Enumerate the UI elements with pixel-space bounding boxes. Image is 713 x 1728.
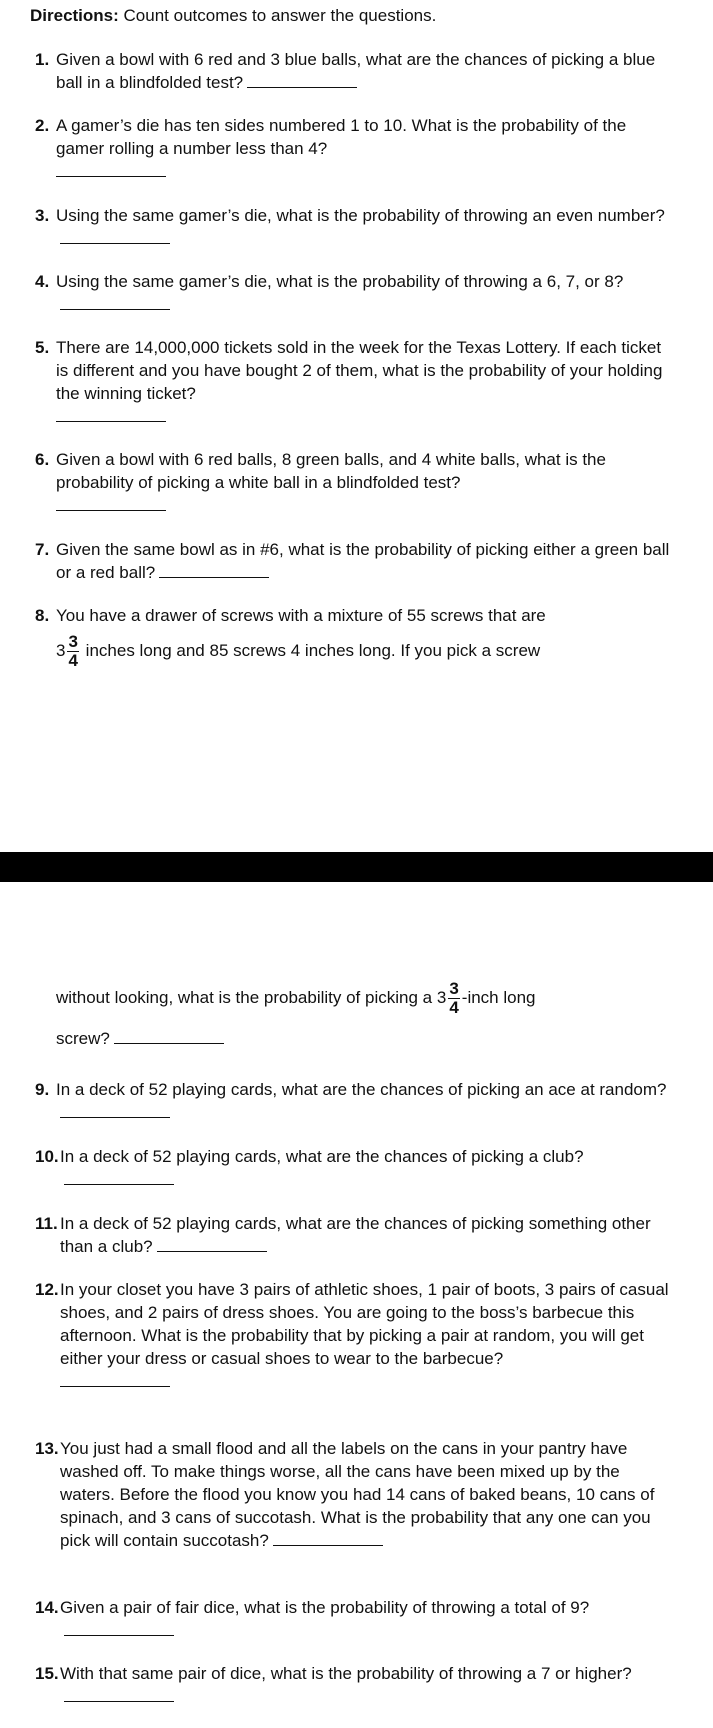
page-break-bar — [0, 852, 713, 882]
answer-blank[interactable] — [64, 1686, 174, 1702]
question-text: Given a bowl with 6 red balls, 8 green balls, and 4 white balls, what is the probability of picking a white ball in a blindfolded test? — [56, 450, 606, 492]
question-4 — [35, 270, 675, 316]
answer-blank[interactable] — [60, 1370, 170, 1387]
question-text: Using the same gamer’s die, what is the probability of throwing an even number? — [56, 206, 665, 225]
answer-blank[interactable] — [157, 1236, 267, 1252]
question-number: 7. — [35, 540, 50, 559]
question-text: Given a pair of fair dice, what is the probability of throwing a total of 9? — [60, 1598, 590, 1617]
question-text-line: You have a drawer of screws with a mixture of 55 screws that are — [56, 606, 546, 625]
question-8 — [35, 604, 675, 670]
answer-blank[interactable] — [64, 1169, 174, 1185]
question-text: In a deck of 52 playing cards, what are the chances of picking something other than a club? — [60, 1214, 651, 1256]
answer-blank[interactable] — [56, 494, 166, 511]
directions — [30, 6, 436, 26]
question-15 — [35, 1662, 675, 1708]
fraction-denominator: 4 — [449, 998, 459, 1017]
question-8-continued — [35, 980, 675, 1050]
question-text: A gamer’s die has ten sides numbered 1 to 10. What is the probability of the gamer rolling a number less than 4? — [56, 116, 627, 158]
fraction-numerator: 3 — [449, 979, 459, 998]
fraction-numerator: 3 — [68, 632, 78, 651]
answer-blank[interactable] — [159, 562, 269, 578]
question-13 — [35, 1437, 675, 1552]
answer-blank[interactable] — [247, 72, 357, 88]
question-number: 1. — [35, 50, 50, 69]
question-3 — [35, 204, 675, 250]
fraction-denominator: 4 — [68, 651, 78, 670]
question-number: 11. — [35, 1214, 58, 1233]
mixed-number-whole: 3 — [436, 987, 447, 1007]
question-text-line: -inch long — [461, 987, 536, 1007]
question-text: screw? — [56, 1029, 110, 1048]
fraction — [67, 633, 78, 670]
question-number: 9. — [35, 1080, 50, 1099]
question-number: 13. — [35, 1439, 59, 1458]
answer-blank[interactable] — [273, 1530, 383, 1546]
question-12 — [35, 1278, 675, 1387]
question-number: 6. — [35, 450, 50, 469]
question-number: 10. — [35, 1147, 59, 1166]
answer-blank[interactable] — [56, 405, 166, 422]
question-number: 3. — [35, 206, 50, 225]
question-text: Given the same bowl as in #6, what is the probability of picking either a green ball or a red ball? — [56, 540, 670, 582]
question-text: You just had a small flood and all the labels on the cans in your pantry have washed off. To make things worse, all the cans have been mixed up by the waters. Before the flood you know you had 14 cans of baked beans, 10 cans of spinach, and 3 cans of succotash. What is the probability that any one can you pick will contain succotash? — [60, 1439, 655, 1550]
answer-blank[interactable] — [114, 1028, 224, 1044]
question-number: 8. — [35, 606, 50, 625]
question-number: 14. — [35, 1598, 59, 1617]
question-number: 2. — [35, 116, 50, 135]
question-9 — [35, 1078, 675, 1124]
question-10 — [35, 1145, 675, 1191]
mixed-number-whole: 3 — [56, 640, 66, 660]
question-14 — [35, 1596, 675, 1642]
question-text: Using the same gamer’s die, what is the probability of throwing a 6, 7, or 8? — [56, 272, 624, 291]
fraction — [448, 980, 459, 1017]
question-number: 5. — [35, 338, 50, 357]
answer-blank[interactable] — [60, 1102, 170, 1118]
question-number: 15. — [35, 1664, 59, 1683]
answer-blank[interactable] — [64, 1620, 174, 1636]
question-text: With that same pair of dice, what is the probability of throwing a 7 or higher? — [60, 1664, 632, 1683]
question-number: 4. — [35, 272, 50, 291]
answer-blank[interactable] — [60, 228, 170, 244]
question-text: In a deck of 52 playing cards, what are the chances of picking a club? — [60, 1147, 584, 1166]
question-1 — [35, 48, 675, 94]
question-number: 12. — [35, 1280, 59, 1299]
question-text: Given a bowl with 6 red and 3 blue balls, what are the chances of picking a blue ball in a blindfolded test? — [56, 50, 656, 92]
question-text: In a deck of 52 playing cards, what are the chances of picking an ace at random? — [56, 1080, 667, 1099]
answer-blank[interactable] — [56, 160, 166, 177]
question-7 — [35, 538, 675, 584]
question-5 — [35, 336, 675, 422]
question-text-line: without looking, what is the probability of picking a — [56, 987, 433, 1007]
question-text: There are 14,000,000 tickets sold in the week for the Texas Lottery. If each ticket is different and you have bought 2 of them, what is the probability of your holding the winning ticket? — [56, 338, 663, 403]
question-2 — [35, 114, 675, 177]
answer-blank[interactable] — [60, 294, 170, 310]
question-text: In your closet you have 3 pairs of athletic shoes, 1 pair of boots, 3 pairs of casual shoes, and 2 pairs of dress shoes. You are going to the boss’s barbecue this afternoon. What is the probability that by picking a pair at random, you will get either your dress or casual shoes to wear to the barbecue? — [60, 1280, 669, 1368]
question-text-line: inches long and 85 screws 4 inches long. If you pick a screw — [85, 640, 541, 660]
directions-label: Directions: — [30, 6, 119, 25]
question-6 — [35, 448, 675, 511]
directions-text: Count outcomes to answer the questions. — [123, 6, 437, 25]
question-11 — [35, 1212, 675, 1258]
